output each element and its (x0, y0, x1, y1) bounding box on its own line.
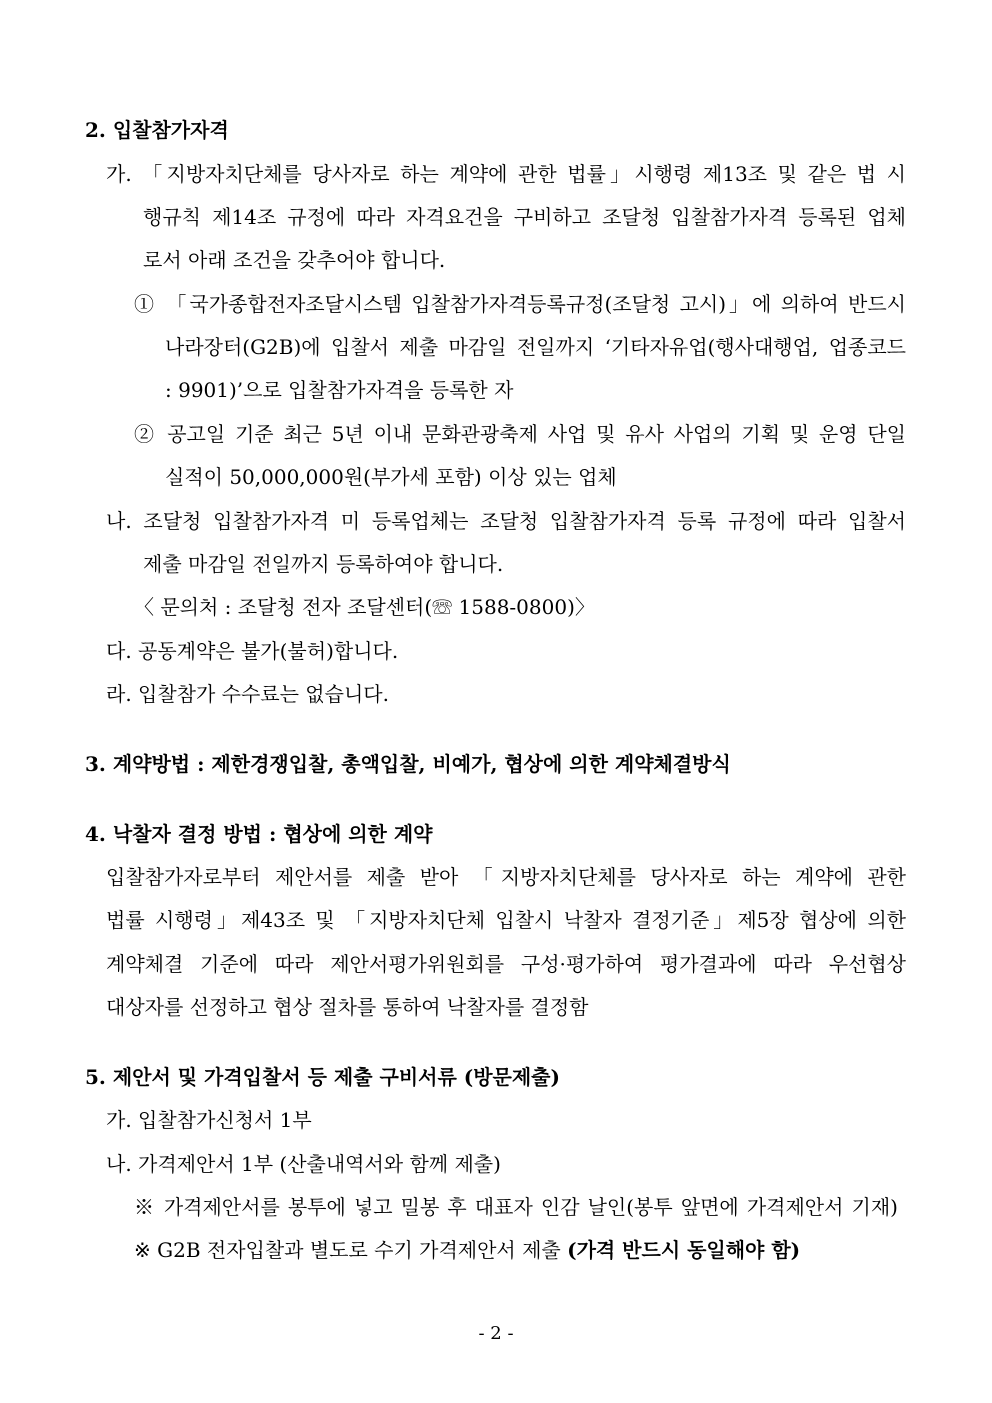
section-5-note-2 (134, 1236, 800, 1264)
section-5-note-2-text: ※ G2B 전자입찰과 별도로 수기 가격제안서 제출 (134, 1238, 568, 1262)
section-2-da: 다. 공동계약은 불가(불허)합니다. (106, 639, 399, 663)
section-5-heading: 5. 제안서 및 가격입찰서 등 제출 구비서류 (방문제출) (85, 1065, 560, 1089)
condition-1-line-3: : 9901)’으로 입찰참가자격을 등록한 자 (165, 378, 514, 402)
page-number: - 2 - (478, 1323, 514, 1344)
condition-2-line-2: 실적이 50,000,000원(부가세 포함) 이상 있는 업체 (165, 465, 617, 489)
section-5-ga: 가. 입찰참가신청서 1부 (106, 1108, 312, 1132)
section-4-paragraph-line-2: 법률 시행령」제43조 및 「지방자치단체 입찰시 낙찰자 결정기준」제5장 협상에 의한 (106, 908, 906, 932)
section-2-na-line-2: 제출 마감일 전일까지 등록하여야 합니다. (143, 552, 504, 576)
section-2-ra: 라. 입찰참가 수수료는 없습니다. (106, 682, 389, 706)
condition-2-line-1: ② 공고일 기준 최근 5년 이내 문화관광축제 사업 및 유사 사업의 기획 및 운영 단일 (134, 422, 906, 446)
section-2-ga-line-3: 로서 아래 조건을 갖추어야 합니다. (143, 248, 446, 272)
section-5-na: 나. 가격제안서 1부 (산출내역서와 함께 제출) (106, 1152, 501, 1176)
condition-1-line-1: ① 「국가종합전자조달시스템 입찰참가자격등록규정(조달청 고시)」에 의하여 반드시 (134, 292, 906, 316)
section-5-note-2-emphasis: (가격 반드시 동일해야 함) (567, 1238, 801, 1262)
section-2-ga-line-2: 행규칙 제14조 규정에 따라 자격요건을 구비하고 조달청 입찰참가자격 등록된 업체 (143, 205, 906, 229)
section-2-na-line-1: 나. 조달청 입찰참가자격 미 등록업체는 조달청 입찰참가자격 등록 규정에 따라 입찰서 (106, 509, 906, 533)
section-5-note-1: ※ 가격제안서를 봉투에 넣고 밀봉 후 대표자 인감 날인(봉투 앞면에 가격제안서 기재) (134, 1195, 898, 1219)
condition-1-line-2: 나라장터(G2B)에 입찰서 제출 마감일 전일까지 ‘기타자유업(행사대행업, 업종코드 (165, 335, 906, 359)
contact-info: 〈 문의처 : 조달청 전자 조달센터(☏ 1588-0800)〉 (134, 595, 595, 619)
section-3-heading: 3. 계약방법 : 제한경쟁입찰, 총액입찰, 비예가, 협상에 의한 계약체결방식 (85, 752, 731, 776)
section-4-paragraph-line-3: 계약체결 기준에 따라 제안서평가위원회를 구성·평가하여 평가결과에 따라 우선협상 (106, 952, 906, 976)
section-4-paragraph-line-4: 대상자를 선정하고 협상 절차를 통하여 낙찰자를 결정함 (106, 995, 589, 1019)
section-4-paragraph-line-1: 입찰참가자로부터 제안서를 제출 받아 「지방자치단체를 당사자로 하는 계약에 관한 (106, 865, 906, 889)
section-4-heading: 4. 낙찰자 결정 방법 : 협상에 의한 계약 (85, 822, 433, 846)
section-2-ga-line-1: 가. 「지방자치단체를 당사자로 하는 계약에 관한 법률」시행령 제13조 및 같은 법 시 (106, 162, 906, 186)
section-2-heading: 2. 입찰참가자격 (85, 118, 229, 142)
